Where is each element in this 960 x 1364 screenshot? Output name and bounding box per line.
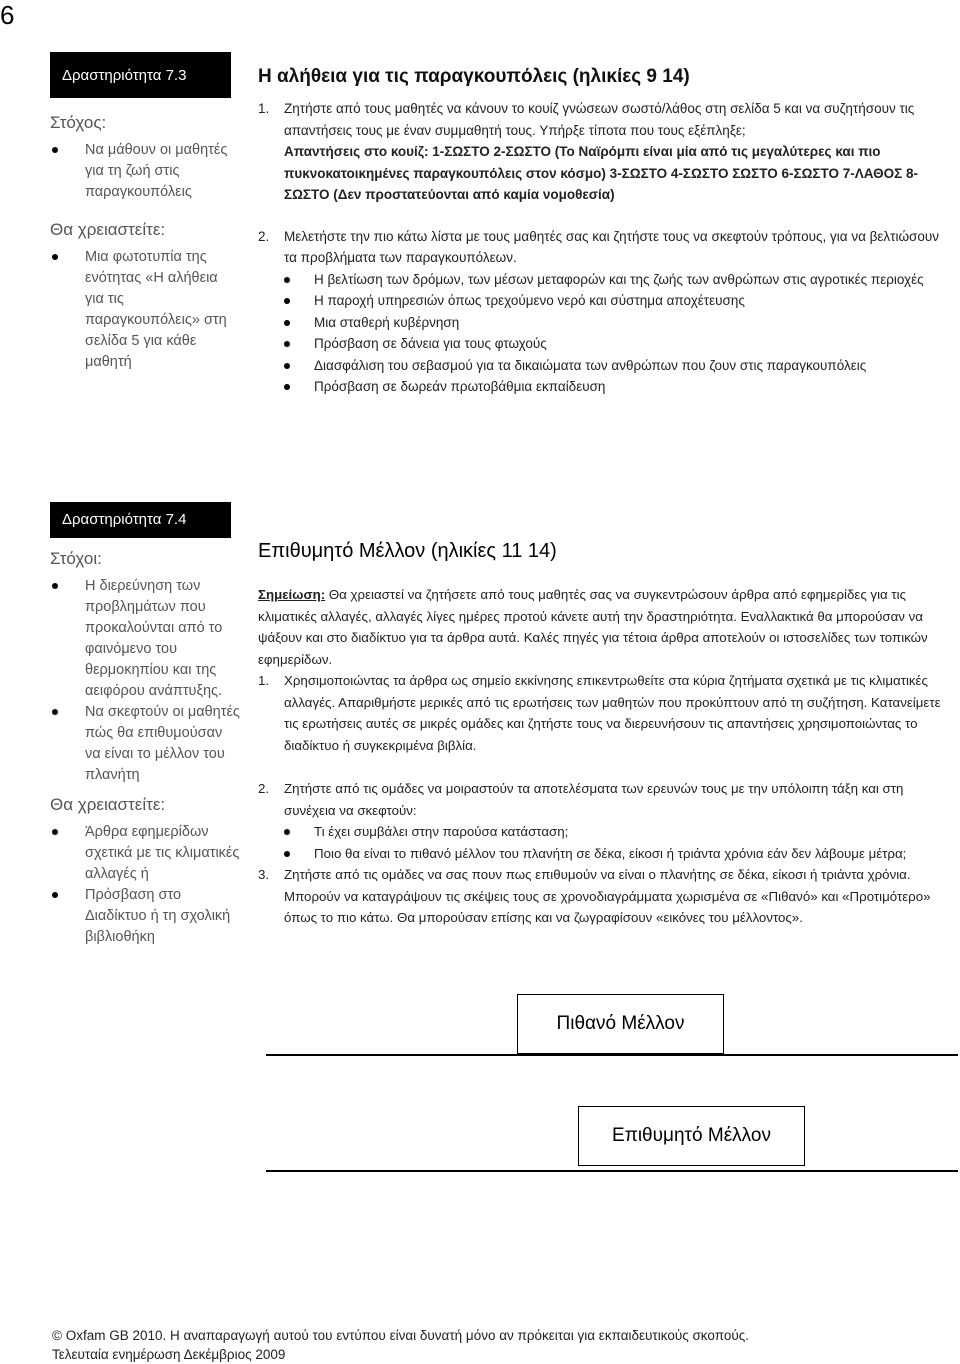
quiz-answers: Απαντήσεις στο κουίζ: 1-ΣΩΣΤΟ 2-ΣΩΣΤΟ (Το Ναϊρόμπι είναι μία από τις μεγαλύτερες και πιο πυκνοκατοικημένες παραγκουπόλεις στον κόσμο) 3-ΣΩΣΤΟ 4-ΣΩΣΤΟ ΣΩΣΤΟ 6-ΣΩΣΤΟ 7-ΛΑΘΟΣ 8-ΣΩΣΤΟ (Δεν προστατεύονται από καμία νομοθεσία) — [284, 144, 919, 202]
activity-7-3-sidebar — [50, 112, 240, 373]
needs-list — [50, 247, 240, 373]
item-text: Ζητήστε από τους μαθητές να κάνουν το κουίζ γνώσεων σωστό/λάθος στη σελίδα 5 και να συζητήσουν τις απαντήσεις τους με έναν συμμαθητή τους. Υπήρξε τίποτα που τους εξέπληξε; — [284, 101, 915, 138]
needs-heading: Θα χρειαστείτε: — [50, 795, 166, 814]
list-item: Η παροχή υπηρεσιών όπως τρεχούμενο νερό και σύστημα αποχέτευσης — [270, 290, 948, 312]
copyright-line: © Oxfam GB 2010. Η αναπαραγωγή αυτού του εντύπου είναι δυνατή μόνο αν πρόκειται για εκπαιδευτικούς σκοπούς. — [52, 1328, 749, 1343]
item-number: 1. — [258, 673, 270, 688]
list-item: Πρόσβαση σε δωρεάν πρωτοβάθμια εκπαίδευση — [270, 376, 948, 398]
activity-7-4-sidebar — [50, 548, 240, 948]
list-item: Η βελτίωση των δρόμων, των μέσων μεταφορών και της ζωής των ανθρώπων στις αγροτικές περιοχές — [270, 269, 948, 291]
list-item: Πρόσβαση σε δάνεια για τους φτωχούς — [270, 333, 948, 355]
activity-7-4-label: Δραστηριότητα 7.4 — [50, 502, 231, 538]
last-updated-line: Τελευταία ενημέρωση Δεκέμβριος 2009 — [52, 1347, 286, 1362]
goal-list — [50, 140, 240, 203]
question-list — [270, 821, 948, 864]
list-item — [258, 670, 948, 756]
list-item: Άρθρα εφημερίδων σχετικά με τις κλιματικές αλλαγές ή — [50, 822, 240, 885]
note-label: Σημείωση: — [258, 587, 326, 602]
section-2-body — [258, 584, 948, 929]
list-item — [258, 226, 948, 269]
item-text: Μελετήστε την πιο κάτω λίστα με τους μαθητές σας και ζητήστε τους να σκεφτούν τρόπους, για να βελτιώσουν τα προβλήματα των παραγκουπόλεων. — [284, 228, 940, 265]
item-text: Χρησιμοποιώντας τα άρθρα ως σημείο εκκίνησης επικεντρωθείτε στα κύρια ζητήματα σχετικά με τις κλιματικές αλλαγές. Απαριθμήστε μερικές από τις ερωτήσεις των μαθητών που προκύπτουν από τη συζήτηση. Κατανείμετε τις ερωτήσεις αυτές σε μικρές ομάδες και ζητήστε τους να διερευνήσουν τις απαντήσεις χρησιμοποιώντας το διαδίκτυο ή συγκεκριμένα βιβλία. — [284, 673, 941, 753]
item-text: Ζητήστε από τις ομάδες να μοιραστούν τα αποτελέσματα των ερευνών τους με την υπόλοιπη τάξη και στη συνέχεια να σκεφτούν: — [284, 781, 904, 818]
needs-heading: Θα χρειαστείτε: — [50, 220, 166, 239]
list-item: Να σκεφτούν οι μαθητές πώς θα επιθυμούσαν να είναι το μέλλον του πλανήτη — [50, 702, 240, 786]
section-1-title: Η αλήθεια για τις παραγκουπόλεις (ηλικίες 9 14) — [258, 66, 690, 87]
needs-list — [50, 822, 240, 948]
item-number: 2. — [258, 228, 270, 244]
goal-heading: Στόχος: — [50, 113, 107, 132]
page-number: 6 — [0, 0, 15, 30]
improvement-list — [270, 269, 948, 398]
list-item — [258, 778, 948, 864]
list-item — [258, 864, 948, 929]
goal-list — [50, 576, 240, 786]
possible-future-box: Πιθανό Μέλλον — [517, 994, 724, 1054]
list-item: Διασφάλιση του σεβασμού για τα δικαιώματα των ανθρώπων που ζουν στις παραγκουπόλεις — [270, 355, 948, 377]
item-text: Ζητήστε από τις ομάδες να σας πουν πως επιθυμούν να είναι ο πλανήτης σε δέκα, είκοσι ή τριάντα χρόνια. Μπορούν να καταγράψουν τις σκέψεις τους σε χρονοδιαγράμματα χωρισμένα σε «Πιθανό» και «Προτιμότερο» όπως το πιο κάτω. Θα μπορούσαν επίσης και να ζωγραφίσουν «εικόνες του μέλλοντος». — [284, 867, 931, 925]
preferred-future-box: Επιθυμητό Μέλλον — [578, 1106, 805, 1166]
section-1-body — [258, 98, 948, 398]
note-paragraph — [258, 584, 948, 670]
list-item — [258, 98, 948, 206]
item-number: 1. — [258, 101, 270, 116]
possible-future-timeline — [266, 1054, 958, 1056]
list-item: Ποιο θα είναι το πιθανό μέλλον του πλανήτη σε δέκα, είκοσι ή τριάντα χρόνια εάν δεν λάβουμε μέτρα; — [270, 843, 948, 865]
item-number: 3. — [258, 867, 270, 882]
goal-heading: Στόχοι: — [50, 549, 102, 568]
item-number: 2. — [258, 781, 270, 796]
section-2-title: Επιθυμητό Μέλλον (ηλικίες 11 14) — [258, 540, 557, 562]
preferred-future-timeline — [266, 1170, 958, 1172]
note-text: Θα χρειαστεί να ζητήσετε από τους μαθητές σας να συγκεντρώσουν άρθρα από εφημερίδες για τις κλιματικές αλλαγές, αλλαγές λίγες ημέρες προτού κάνετε αυτή την δραστηριότητα. Εναλλακτικά θα μπορούσαν να ψάξουν και στο διαδίκτυο για τα άρθρα αυτά. Καλές πηγές για τέτοια άρθρα αποτελούν οι ιστοσελίδες των τοπικών εφημερίδων. — [258, 587, 928, 667]
list-item: Τι έχει συμβάλει στην παρούσα κατάσταση; — [270, 821, 948, 843]
list-item: Η διερεύνηση των προβλημάτων που προκαλούνται από το φαινόμενο του θερμοκηπίου και της αειφόρου ανάπτυξης. — [50, 576, 240, 702]
activity-7-3-label: Δραστηριότητα 7.3 — [50, 52, 231, 98]
list-item: Μια φωτοτυπία της ενότητας «Η αλήθεια για τις παραγκουπόλεις» στη σελίδα 5 για κάθε μαθητή — [50, 247, 240, 373]
list-item: Μια σταθερή κυβέρνηση — [270, 312, 948, 334]
list-item: Πρόσβαση στο Διαδίκτυο ή τη σχολική βιβλιοθήκη — [50, 885, 240, 948]
list-item: Να μάθουν οι μαθητές για τη ζωή στις παραγκουπόλεις — [50, 140, 240, 203]
